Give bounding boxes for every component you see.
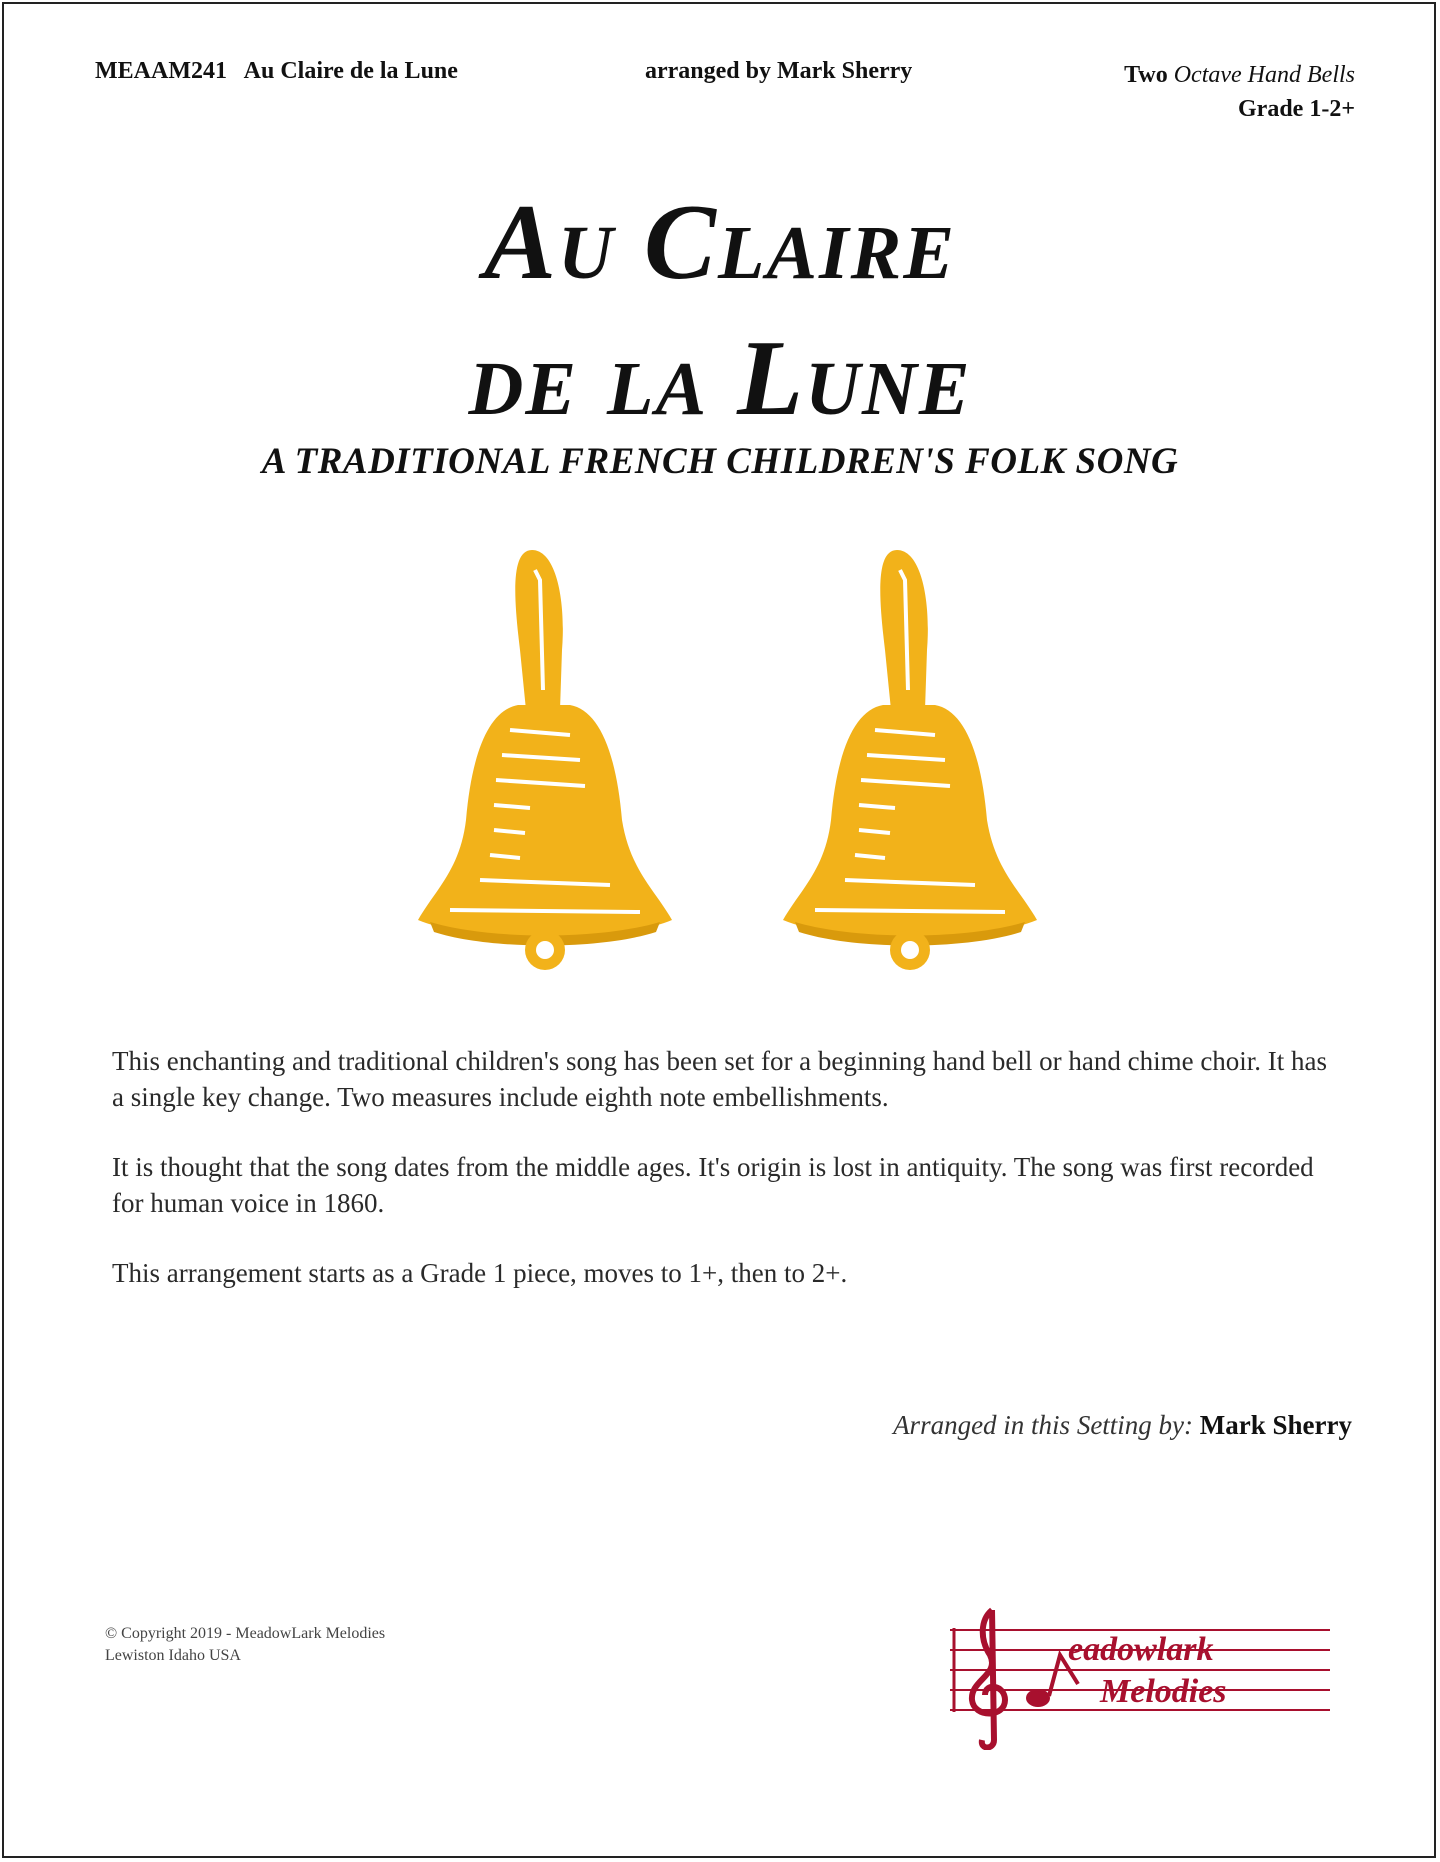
header-title: Au Claire de la Lune (243, 58, 458, 84)
copyright (105, 1623, 385, 1667)
svg-text:eadowlark: eadowlark (1068, 1631, 1214, 1668)
instrument-italic: Octave Hand Bells (1173, 62, 1355, 88)
header-arranger: arranged by Mark Sherry (645, 58, 913, 84)
title-line-1: Au Claire (483, 183, 957, 302)
description-paragraph: This arrangement starts as a Grade 1 piece, moves to 1+, then to 2+. (112, 1258, 848, 1288)
svg-text:Melodies: Melodies (1100, 1673, 1227, 1710)
description (112, 1043, 1342, 1325)
description-paragraph: It is thought that the song dates from the middle ages. It's origin is lost in antiquity. The song was first recorded for human voice in 1860. (112, 1152, 1314, 1218)
page-subtitle: A TRADITIONAL FRENCH CHILDREN'S FOLK SONG (261, 441, 1179, 482)
arranger-credit (893, 1410, 1352, 1441)
description-paragraph: This enchanting and traditional children's song has been set for a beginning hand bell or hand chime choir. It has a single key change. Two measures include eighth note embellishments. (112, 1046, 1328, 1112)
header-code: MEAAM241 (95, 58, 227, 84)
grade-label: Grade 1-2+ (1238, 96, 1355, 122)
instrument-prefix: Two (1124, 62, 1168, 88)
hand-bell-icon (775, 540, 1045, 990)
credit-name: Mark Sherry (1199, 1410, 1352, 1440)
header-instrument (1124, 58, 1355, 126)
meadowlark-logo (950, 1600, 1330, 1750)
copyright-line: © Copyright 2019 - MeadowLark Melodies (105, 1625, 386, 1642)
page-title (0, 175, 1440, 447)
copyright-location: Lewiston Idaho USA (105, 1647, 241, 1664)
header-code-title (95, 58, 458, 85)
hand-bell-icon (410, 540, 680, 990)
credit-label: Arranged in this Setting by: (893, 1410, 1194, 1440)
title-line-2: de la Lune (468, 319, 972, 438)
